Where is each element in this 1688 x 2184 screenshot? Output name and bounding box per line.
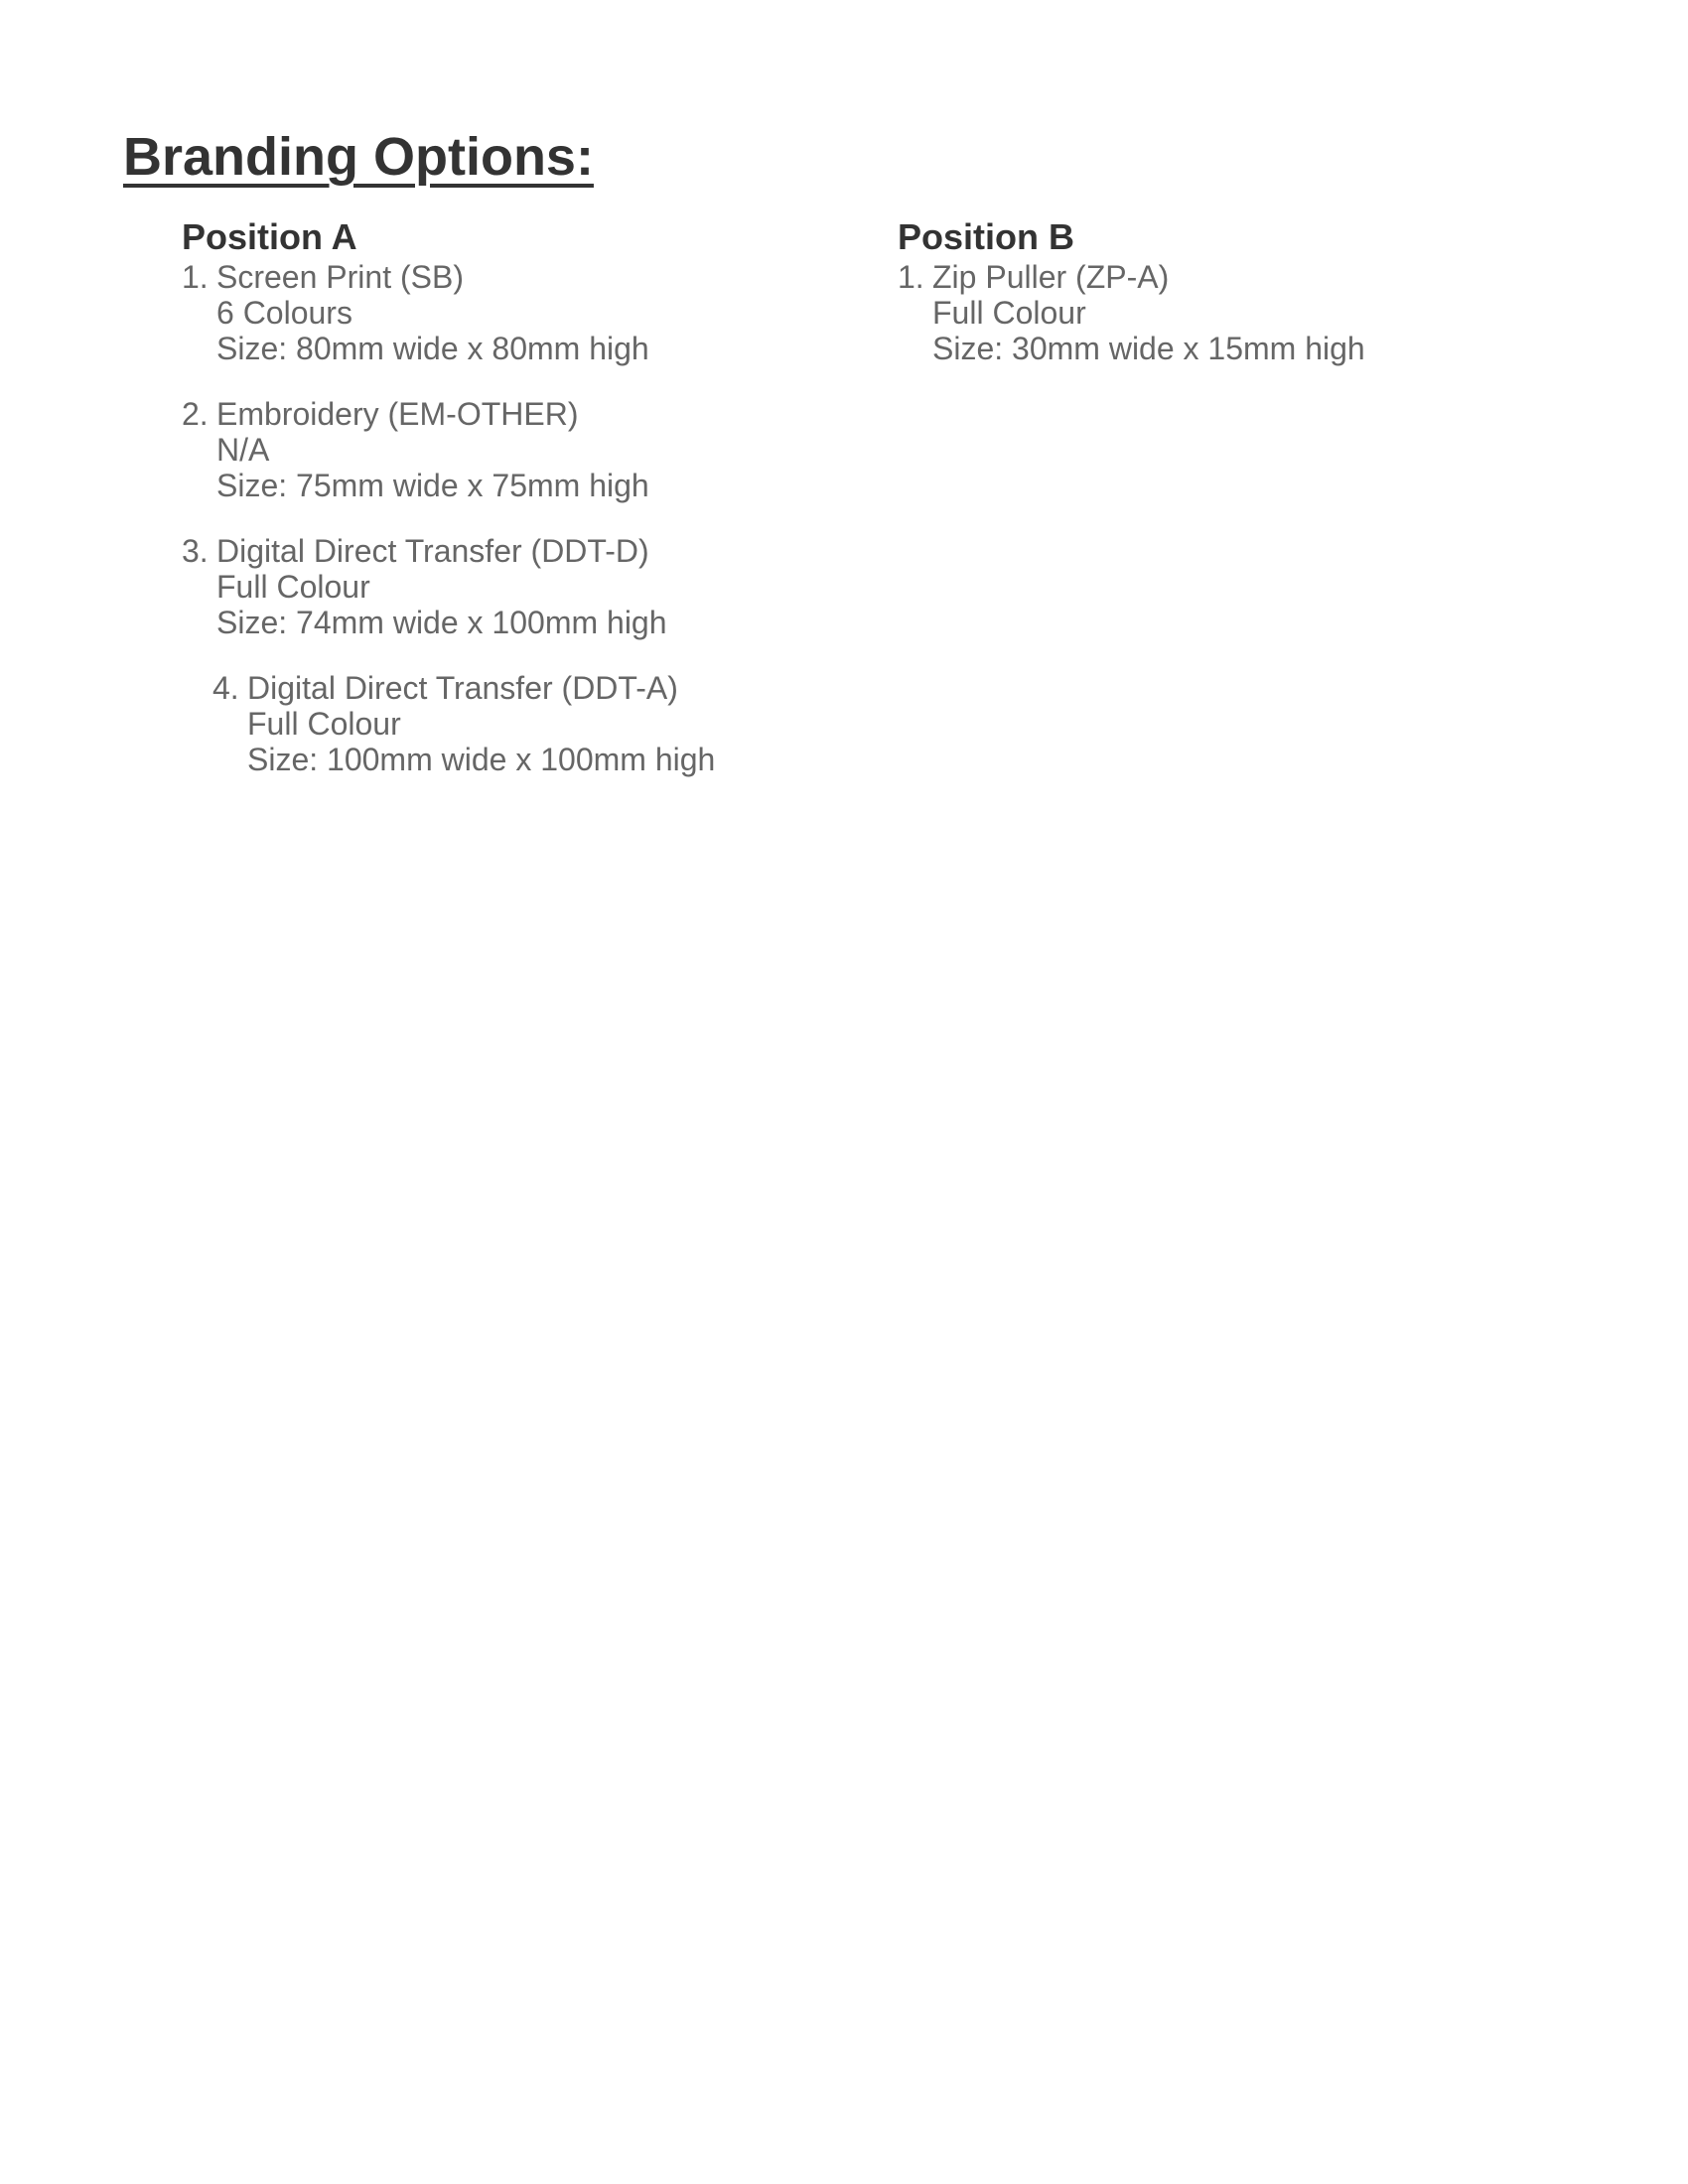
option-zip-puller — [898, 259, 1365, 366]
option-colour: Full Colour — [247, 706, 401, 742]
option-name: Embroidery (EM-OTHER) — [216, 396, 579, 432]
option-size: Size: 74mm wide x 100mm high — [216, 605, 667, 640]
option-number: 1. — [182, 259, 209, 295]
option-colour: Full Colour — [932, 295, 1086, 331]
option-size: Size: 30mm wide x 15mm high — [932, 331, 1365, 366]
position-b-heading: Position B — [898, 216, 1074, 257]
position-a-heading: Position A — [182, 216, 357, 257]
option-colour: N/A — [216, 432, 270, 468]
option-colour: 6 Colours — [216, 295, 352, 331]
option-number: 2. — [182, 396, 209, 432]
option-number: 1. — [898, 259, 924, 295]
option-number: 4. — [212, 670, 239, 706]
option-digital-direct-transfer-d — [182, 533, 715, 640]
position-a-section — [182, 215, 715, 807]
option-name: Zip Puller (ZP-A) — [932, 259, 1170, 295]
option-size: Size: 75mm wide x 75mm high — [216, 468, 649, 503]
page-title: Branding Options: — [123, 127, 594, 187]
position-b-section — [898, 215, 1365, 396]
option-screen-print — [182, 259, 715, 366]
option-colour: Full Colour — [216, 569, 370, 605]
option-name: Screen Print (SB) — [216, 259, 464, 295]
option-embroidery — [182, 396, 715, 503]
option-digital-direct-transfer-a — [212, 670, 715, 777]
option-size: Size: 80mm wide x 80mm high — [216, 331, 649, 366]
option-number: 3. — [182, 533, 209, 569]
option-name: Digital Direct Transfer (DDT-D) — [216, 533, 649, 569]
option-name: Digital Direct Transfer (DDT-A) — [247, 670, 678, 706]
option-size: Size: 100mm wide x 100mm high — [247, 742, 716, 777]
